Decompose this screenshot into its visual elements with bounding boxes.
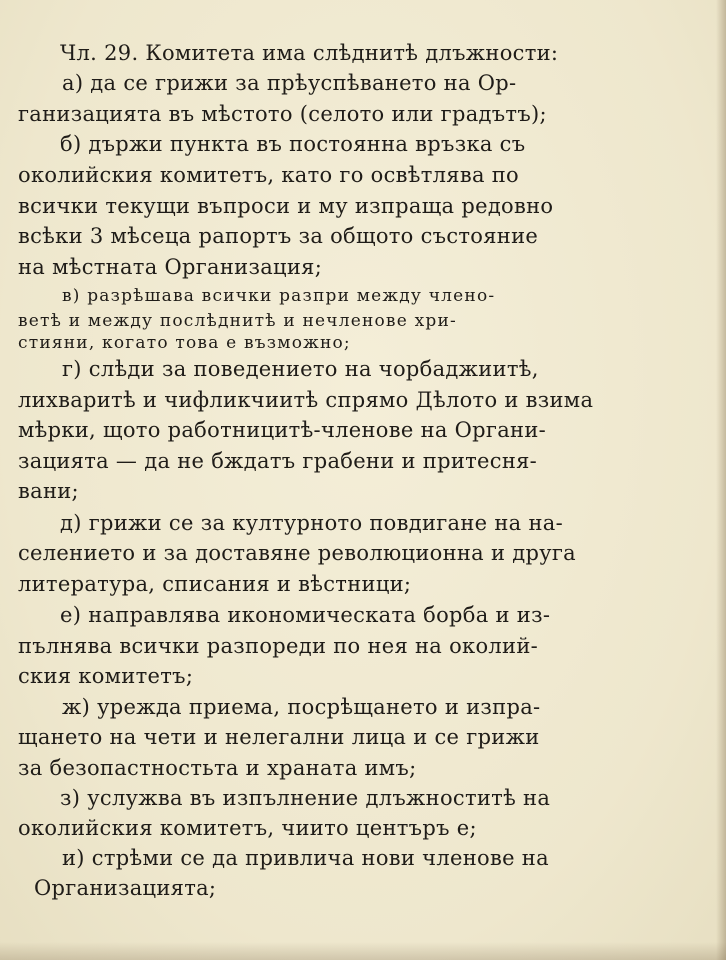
page-bottom-shadow bbox=[0, 942, 726, 960]
paragraph-g-line-4: зацията — да не бждатъ грабени и притесня- bbox=[18, 449, 538, 473]
paragraph-i-line-2: Организацията; bbox=[34, 876, 217, 900]
paragraph-z-line-2: околийския комитетъ, чиито центъръ е; bbox=[18, 816, 477, 840]
paragraph-zh-line-3: за безопастностьта и храната имъ; bbox=[18, 756, 417, 780]
paragraph-b-line-4: всѣки 3 мѣсеца рапортъ за общото състояние bbox=[18, 224, 539, 248]
paragraph-d-line-3: литература, списания и вѣстници; bbox=[18, 572, 412, 596]
paragraph-v-line-1: в) разрѣшава всички разпри между члено- bbox=[62, 286, 496, 306]
paragraph-a-line-2: ганизацията въ мѣстото (селото или градътъ); bbox=[18, 102, 547, 126]
paragraph-d-line-1: д) грижи се за културното повдигане на на- bbox=[60, 511, 563, 535]
paragraph-e-line-3: ския комитетъ; bbox=[18, 664, 194, 688]
paragraph-d-line-2: селението и за доставяне революционна и друга bbox=[18, 541, 576, 565]
paragraph-b-line-3: всички текущи въпроси и му изпраща редовно bbox=[18, 194, 554, 218]
paragraph-e-line-1: е) направлява икономическата борба и из- bbox=[60, 603, 551, 627]
paragraph-g-line-1: г) слѣди за поведението на чорбаджиитѣ, bbox=[62, 357, 539, 381]
paragraph-v-line-3: стияни, когато това е възможно; bbox=[18, 333, 351, 353]
paragraph-b-line-1: б) държи пункта въ постоянна връзка съ bbox=[60, 132, 526, 156]
paragraph-i-line-1: и) стрѣми се да привлича нови членове на bbox=[62, 846, 549, 870]
paragraph-zh-line-2: щането на чети и нелегални лица и се грижи bbox=[18, 725, 540, 749]
article-heading: Чл. 29. Комитета има слѣднитѣ длъжности: bbox=[60, 41, 559, 65]
paragraph-a-line-1: а) да се грижи за прѣуспѣването на Ор- bbox=[62, 71, 517, 95]
paragraph-v-line-2: ветѣ и между послѣднитѣ и нечленове хри- bbox=[18, 311, 457, 331]
paragraph-z-line-1: з) услужва въ изпълнение длъжноститѣ на bbox=[60, 786, 551, 810]
paragraph-b-line-5: на мѣстната Организация; bbox=[18, 255, 323, 279]
paragraph-g-line-3: мѣрки, щото работницитѣ-членове на Органи- bbox=[18, 418, 547, 442]
paragraph-zh-line-1: ж) урежда приема, посрѣщането и изпра- bbox=[62, 695, 541, 719]
paragraph-b-line-2: околийския комитетъ, като го освѣтлява по bbox=[18, 163, 519, 187]
page-edge-shadow bbox=[716, 0, 726, 960]
paragraph-g-line-5: вани; bbox=[18, 479, 79, 503]
paragraph-g-line-2: лихваритѣ и чифликчиитѣ спрямо Дѣлото и взима bbox=[18, 388, 594, 412]
paragraph-e-line-2: пълнява всички разпореди по нея на околий- bbox=[18, 634, 539, 658]
